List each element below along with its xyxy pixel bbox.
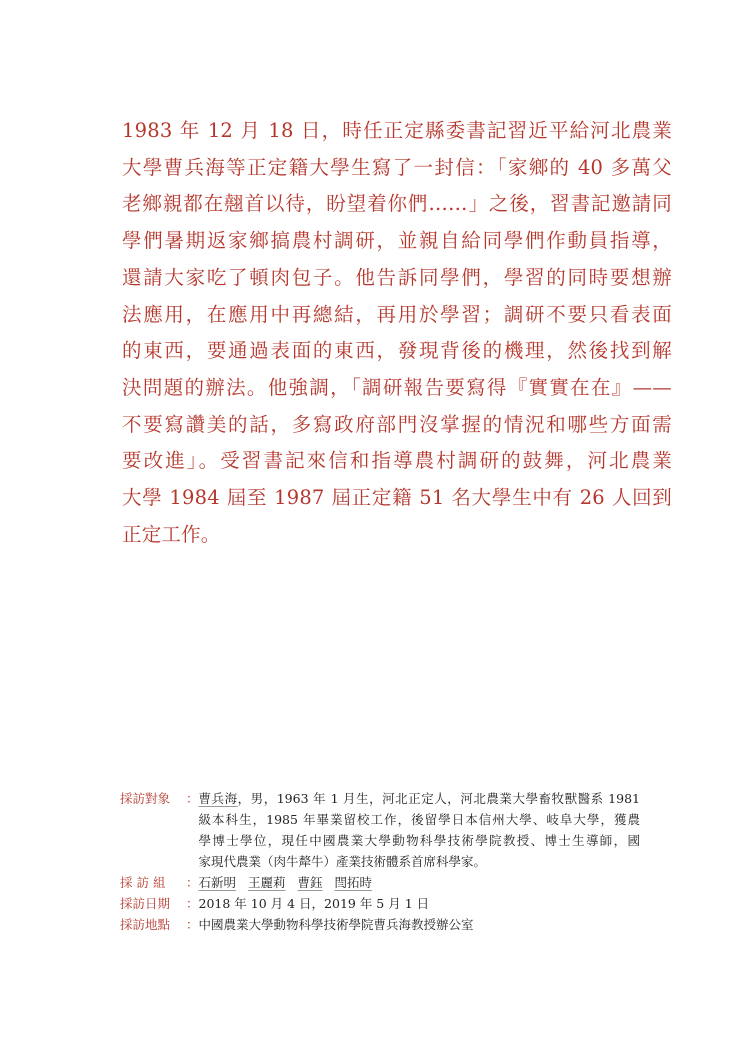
credit-team [120,872,640,893]
credit-date [120,893,640,914]
paragraph-line: 還請大家吃了頓肉包子。他告訴同學們，學習的同時要想辦 [122,265,672,289]
credit-location [120,914,640,935]
credit-value-subject [199,788,640,872]
paragraph-line: 大學 1984 屆至 1987 屆正定籍 51 名大學生中有 26 人回到 [122,486,672,510]
paragraph-line: 要改進」。受習書記來信和指導農村調研的鼓舞，河北農業 [122,449,672,473]
interviewer-name: 王麗莉 [248,875,286,890]
paragraph-line: 1983 年 12 月 18 日，時任正定縣委書記習近平給河北農業 [122,119,672,142]
credit-colon: ： [186,791,199,806]
subject-line [199,788,640,809]
credit-value-date: 2018 年 10 月 4 日，2019 年 5 月 1 日 [198,896,430,911]
subject-name: 曹兵海 [198,791,238,806]
credit-value-team [199,872,640,893]
paragraph-line: 大學曹兵海等正定籍大學生寫了一封信：「家鄉的 40 多萬父 [122,155,672,179]
paragraph-line: 老鄉親都在翹首以待，盼望着你們……」之後，習書記邀請同 [122,192,672,216]
paragraph-line: 法應用，在應用中再總結，再用於學習；調研不要只看表面 [122,302,672,326]
interviewer-name: 閆拓時 [334,875,373,890]
interviewer-name: 石新明 [198,875,237,890]
subject-line: 級本科生，1985 年畢業留校工作，後留學日本信州大學、岐阜大學，獲農 [198,812,640,827]
credit-subject [120,788,640,872]
main-paragraph [122,113,672,553]
credit-colon: ： [186,875,199,890]
paragraph-line: 不要寫讚美的話，多寫政府部門沒掌握的情況和哪些方面需 [122,412,672,436]
paragraph-line: 學們暑期返家鄉搞農村調研，並親自給同學們作動員指導， [122,229,672,253]
paragraph-line: 正定工作。 [122,522,221,546]
subject-line-text: ，男，1963 年 1 月生，河北正定人，河北農業大學畜牧獸醫系 1981 [237,791,640,806]
subject-line: 學博士學位，現任中國農業大學動物科學技術學院教授、博士生導師，國 [198,833,640,848]
interviewer-name: 曹鈺 [297,875,323,890]
credit-colon: ： [186,896,199,911]
credit-label-subject: 採訪對象 [120,791,171,806]
paragraph-line: 決問題的辦法。他強調，「調研報告要寫得『實實在在』—— [122,375,672,399]
credit-value-location: 中國農業大學動物科學技術學院曹兵海教授辦公室 [198,917,474,932]
subject-line: 家現代農業（肉牛犛牛）產業技術體系首席科學家。 [198,854,487,869]
credit-label-date: 採訪日期 [120,896,171,911]
credit-label-team: 採 訪 組 [120,875,166,890]
credit-label-location: 採訪地點 [120,917,171,932]
credit-colon: ： [186,917,199,932]
interview-credits [120,788,640,935]
paragraph-line: 的東西，要通過表面的東西，發現背後的機理，然後找到解 [122,339,672,363]
